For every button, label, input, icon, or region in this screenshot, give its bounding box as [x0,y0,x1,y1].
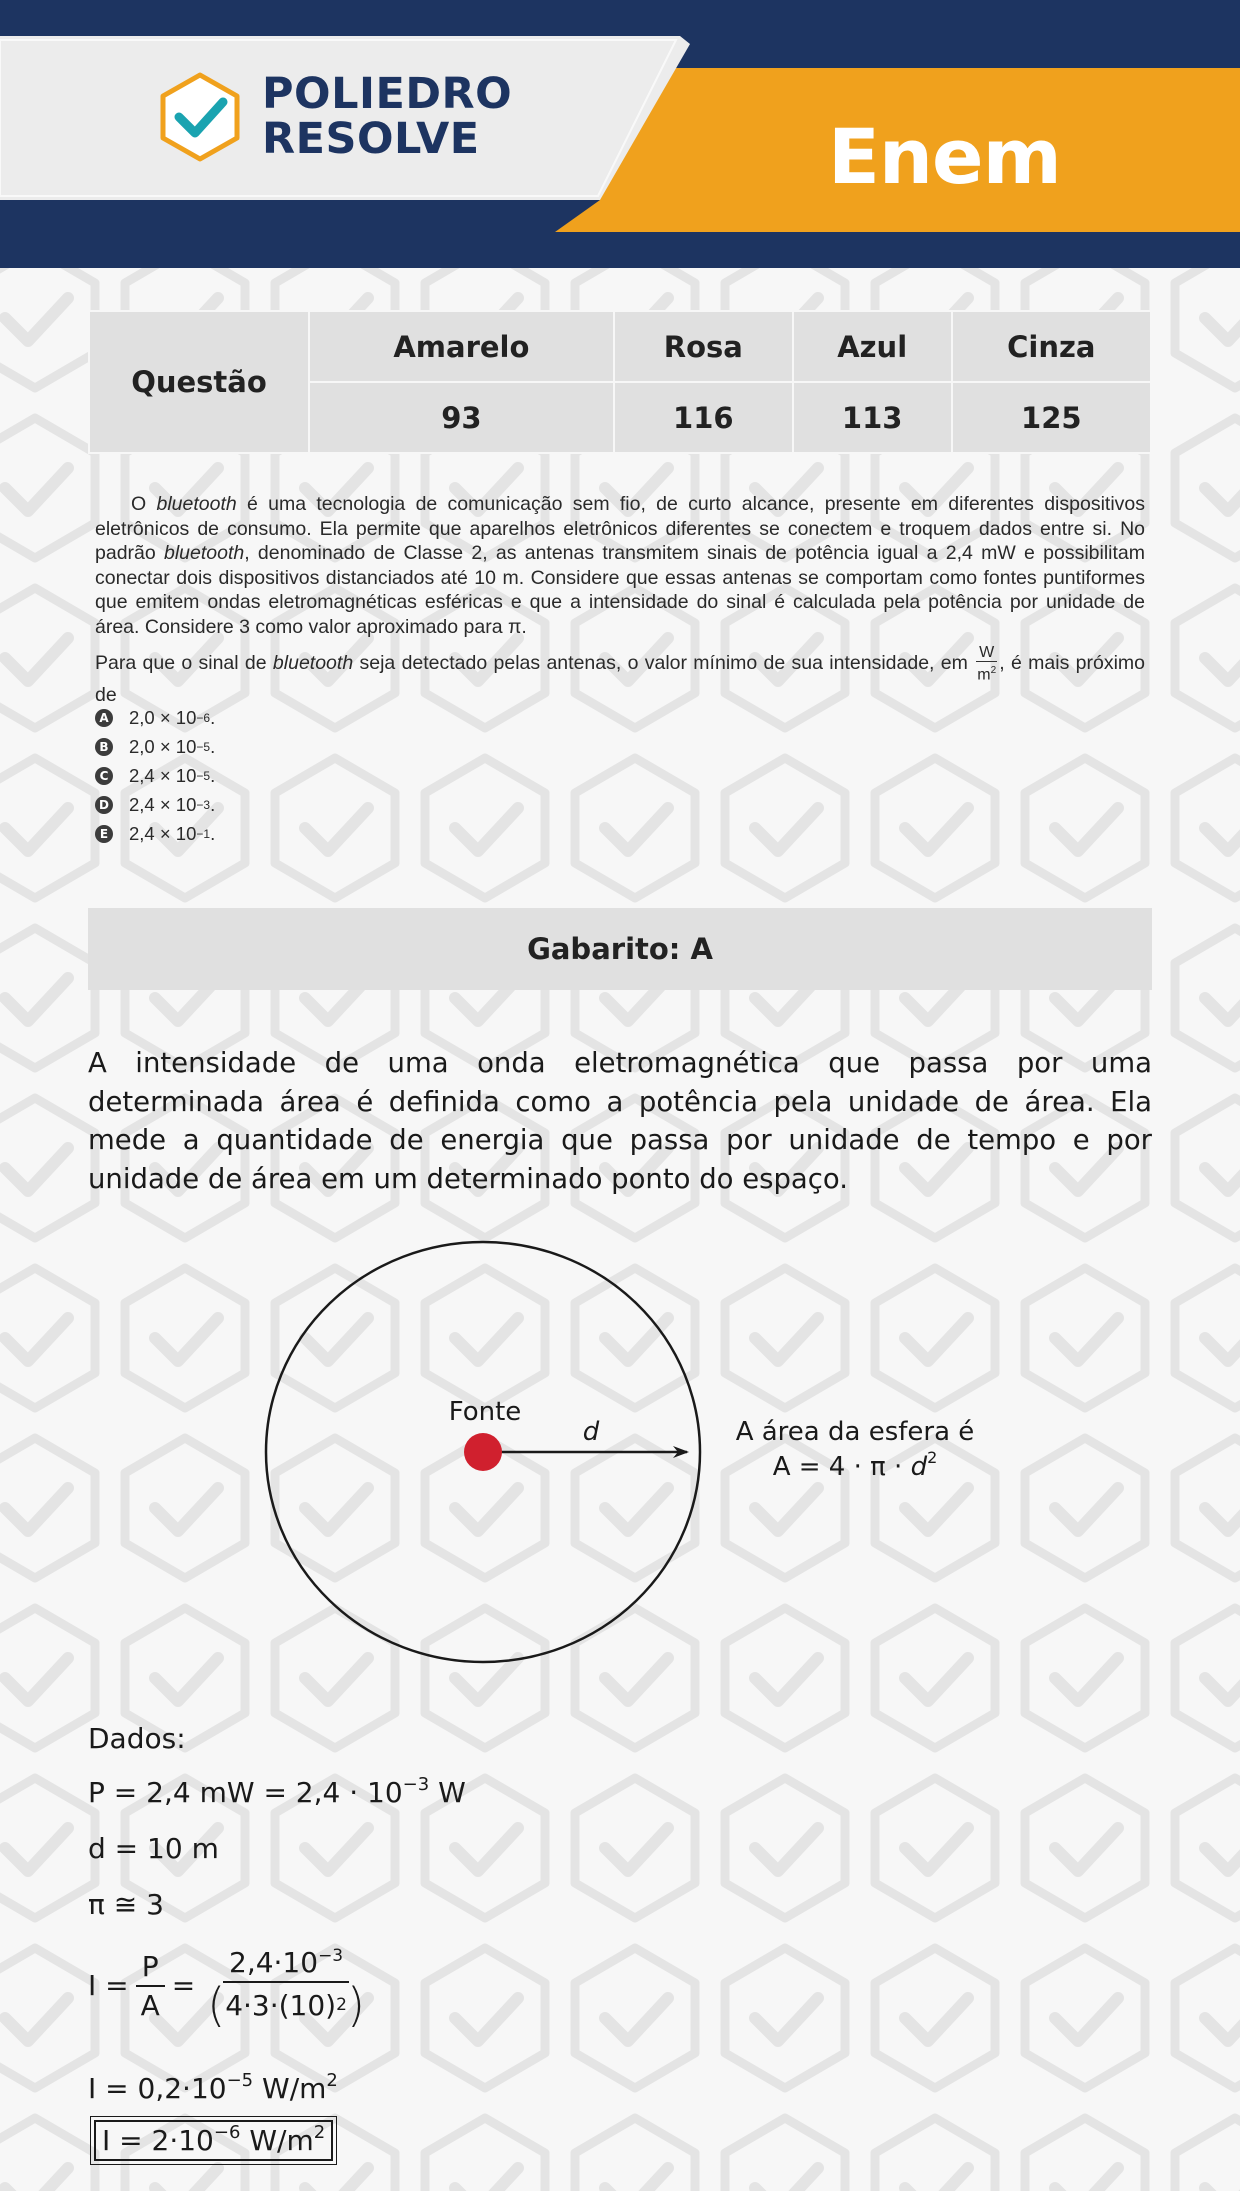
result-unit-exp: 2 [326,2070,338,2091]
option-base: 2,4 × 10 [129,822,197,844]
unit-den-base: m [977,665,991,683]
result-exp: −5 [226,2070,254,2091]
statement-text: O [131,493,157,515]
option-base: 2,0 × 10 [129,707,197,729]
source-label: Fonte [448,1397,522,1427]
col-name-rosa: Rosa [614,311,793,382]
brand-line-1: POLIEDRO [262,69,513,119]
sphere-diagram [255,1232,1015,1672]
fraction-num: P [136,1950,165,1987]
final-unit-exp: 2 [313,2122,326,2143]
power-over-area [135,1950,166,2022]
option-end: . [210,822,216,844]
col-name-amarelo: Amarelo [309,311,614,382]
final-exp: −6 [213,2122,241,2143]
option-c[interactable] [95,762,215,791]
pi-line: π ≅ 3 [88,1888,164,1921]
caption-line-2 [773,1448,938,1482]
option-b[interactable] [95,733,215,762]
num-base: 2,4·10 [229,1946,319,1979]
col-number-azul: 113 [793,382,952,453]
final-result-box [94,2120,333,2161]
result-line-1 [88,2072,338,2105]
brand-line-2: RESOLVE [262,114,480,164]
caption-formula: A = 4 · π · [772,1452,911,1482]
close-paren: ) [346,1978,365,2032]
option-end: . [210,736,216,758]
result-text: I = 0,2·10 [88,2072,227,2105]
question-number-table [88,310,1152,454]
open-paren: ( [207,1978,226,2032]
statement-text: , denominado de Classe 2, as antenas transmitem sinais de potência igual a 2,4 mW e possibilitam conectar dois dispositivos distanciados até 10 m. Considere que essas antenas se comportam como fontes puntiformes que emitem ondas eletromagnéticas esféricas e que a intensidade do sinal é calculada pela potência por unidade de área. Considere 3 como valor aproximado para π. [95,542,1145,638]
distance-line: d = 10 m [88,1832,219,1865]
unit-fraction [976,644,997,683]
option-letter: D [95,796,113,814]
numeric-fraction [201,1946,371,2032]
col-number-amarelo: 93 [309,382,614,453]
option-exp: −5 [196,768,211,783]
caption-line-1: A área da esfera é [735,1417,975,1447]
col-number-rosa: 116 [614,382,793,453]
statement-text: é uma tecnologia de comunicação sem fio, de curto alcance, presente em diferentes dispositivos eletrônicos de consumo. Ela permite que aparelhos eletrônicos diferentes se conectem e troquem dados entre si. No padrão [95,493,1145,565]
power-line [88,1776,466,1809]
option-exp: −5 [196,740,211,755]
exam-title: Enem [828,112,1061,201]
unit-denominator [976,662,997,683]
unit-den-exp: 2 [990,664,997,676]
option-exp: −6 [196,711,211,726]
option-end: . [210,764,216,786]
unit-numerator: W [976,644,997,662]
power-text: P = 2,4 mW = 2,4 · 10 [88,1776,403,1809]
option-exp: −3 [196,797,211,812]
num-exp: −3 [318,1946,344,1966]
statement-term: bluetooth [163,542,245,565]
option-end: . [210,793,216,815]
power-unit: W [429,1776,466,1809]
source-point [464,1433,502,1471]
final-result [94,2124,333,2157]
option-letter: E [95,825,113,843]
option-base: 2,0 × 10 [129,736,197,758]
fraction-den: ( 4·3·(10) 2 ) [207,1978,365,2032]
final-text: I = 2·10 [102,2124,214,2157]
caption-variable: d [910,1452,928,1482]
answer-options [95,704,215,848]
option-a[interactable] [95,704,215,733]
radius-label: d [582,1417,600,1447]
dados-label: Dados: [88,1722,186,1755]
option-letter: B [95,738,113,756]
question-statement [95,492,1145,707]
question-label: Questão [89,311,309,453]
col-name-cinza: Cinza [952,311,1151,382]
fraction-num [223,1946,349,1983]
den-base: 4·3·(10) [225,1988,337,2022]
col-name-azul: Azul [793,311,952,382]
option-base: 2,4 × 10 [129,764,197,786]
statement-term: bluetooth [156,493,237,515]
prompt-text: , é mais próximo de [95,651,1145,706]
equals-sign: = [171,1969,196,2002]
col-number-cinza: 125 [952,382,1151,453]
option-letter: C [95,767,113,785]
result-unit: W/m [253,2072,327,2105]
answer-key-bar: Gabarito: A [88,908,1152,990]
option-exp: −1 [196,826,211,841]
fraction-den: A [140,1988,160,2022]
formula-lhs: I = [88,1969,129,2002]
option-end: . [210,707,216,729]
caption-exponent: 2 [927,1448,938,1467]
prompt-text: seja detectado pelas antenas, o valor mínimo de sua intensidade, em [353,651,975,674]
power-exp: −3 [402,1774,430,1795]
option-e[interactable] [95,819,215,848]
explanation-text: A intensidade de uma onda eletromagnética que passa por uma determinada área é definida como a potência pela unidade de área. Ela mede a quantidade de energia que passa por unidade de tempo e por unidade de área em um determinado ponto do espaço. [88,1047,1152,1195]
prompt-term: bluetooth [272,651,354,674]
option-letter: A [95,709,113,727]
question-prompt [95,644,1145,708]
final-unit: W/m [240,2124,314,2157]
option-d[interactable] [95,790,215,819]
prompt-text: Para que o sinal de [95,651,273,674]
statement-paragraph [95,492,1145,640]
option-base: 2,4 × 10 [129,793,197,815]
intensity-formula [88,1946,377,2032]
